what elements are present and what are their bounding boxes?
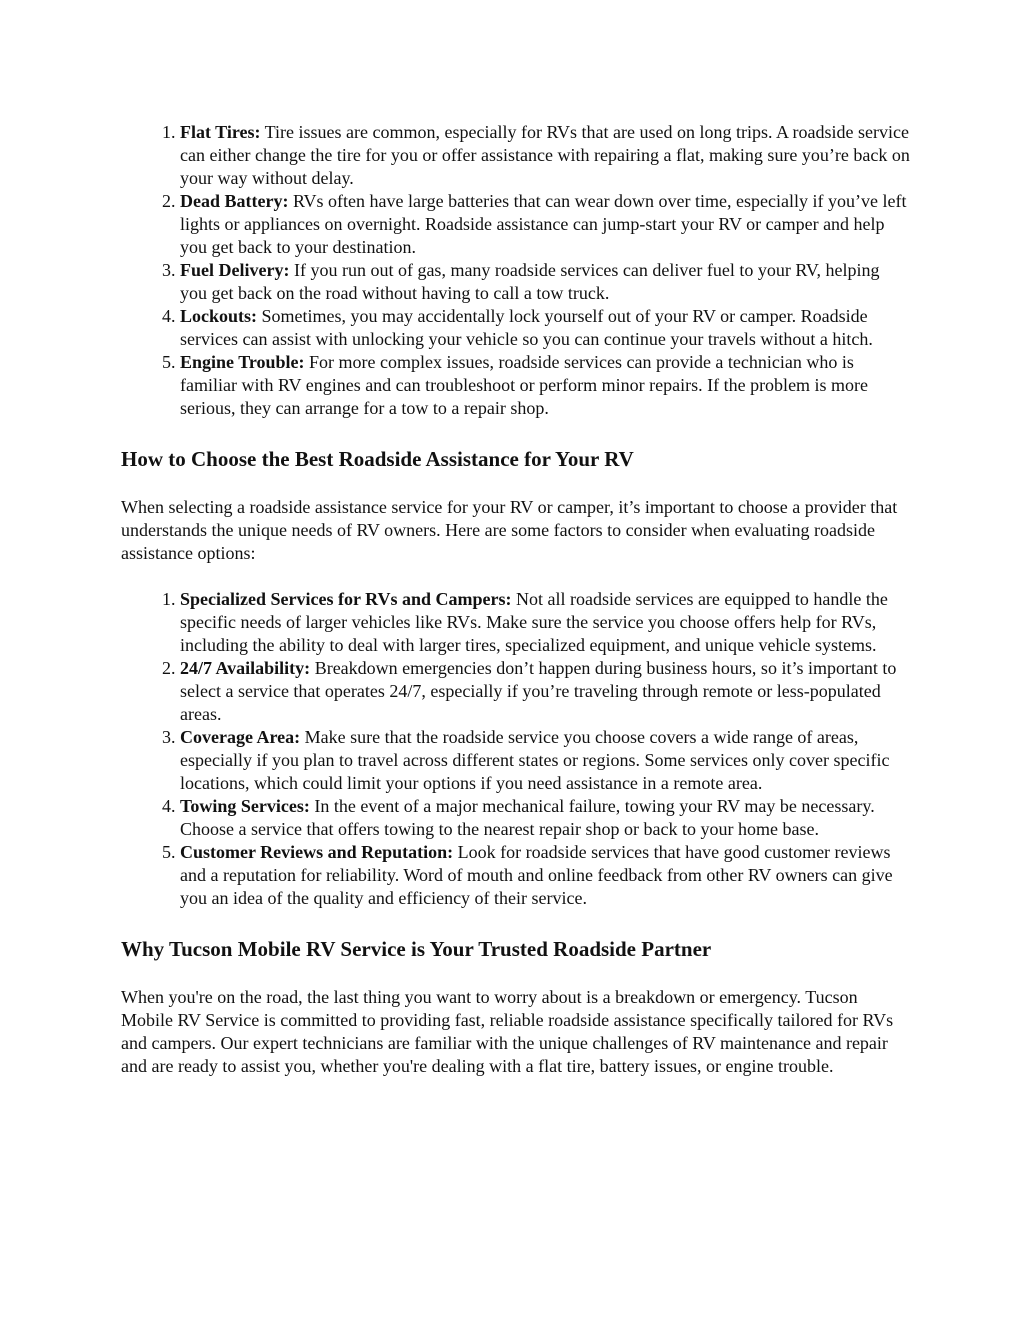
list-item-title: Lockouts: [180, 306, 258, 326]
section-intro-paragraph: When selecting a roadside assistance service for your RV or camper, it’s important to choose a provider that understands the unique needs of RV owners. Here are some factors to consider when evaluating roadside assistance options: [121, 497, 898, 563]
list-item-title: Towing Services: [180, 796, 310, 816]
list-item-text: Make sure that the roadside service you choose covers a wide range of areas, especially if you plan to travel across different states or regions. Some services only cover specific locations, which could limit your options if you need assistance in a remote area. [180, 727, 890, 793]
list-item-title: Flat Tires: [180, 122, 261, 142]
roadside-services-list [121, 121, 911, 420]
list-item [180, 259, 911, 305]
list-item-text: Tire issues are common, especially for RVs that are used on long trips. A roadside service can either change the tire for you or offer assistance with repairing a flat, making sure you’re back on your way without delay. [180, 122, 910, 188]
document-page [121, 121, 911, 1078]
list-item-title: Customer Reviews and Reputation: [180, 842, 454, 862]
list-item-text: Sometimes, you may accidentally lock yourself out of your RV or camper. Roadside services can assist with unlocking your vehicle so you can continue your travels without a hitch. [180, 306, 873, 349]
list-item-text: For more complex issues, roadside services can provide a technician who is familiar with RV engines and can troubleshoot or perform minor repairs. If the problem is more serious, they can arrange for a tow to a repair shop. [180, 352, 869, 418]
list-item [180, 190, 911, 259]
list-item-text: Breakdown emergencies don’t happen during business hours, so it’s important to select a service that operates 24/7, especially if you’re traveling through remote or less-populated areas. [180, 658, 897, 724]
list-item-title: 24/7 Availability: [180, 658, 311, 678]
list-item-text: In the event of a major mechanical failure, towing your RV may be necessary. Choose a service that offers towing to the nearest repair shop or back to your home base. [180, 796, 875, 839]
list-item-text: If you run out of gas, many roadside services can deliver fuel to your RV, helping you get back on the road without having to call a tow truck. [180, 260, 880, 303]
list-item [180, 795, 911, 841]
list-item-title: Specialized Services for RVs and Campers: [180, 589, 512, 609]
list-item-title: Dead Battery: [180, 191, 289, 211]
list-item [180, 588, 911, 657]
list-item [180, 726, 911, 795]
list-item [180, 841, 911, 910]
list-item-text: Look for roadside services that have good customer reviews and a reputation for reliability. Word of mouth and online feedback from other RV owners can give you an idea of the quality and efficiency of their service. [180, 842, 893, 908]
section-heading-choose: How to Choose the Best Roadside Assistance for Your RV [121, 447, 634, 471]
list-item [180, 351, 911, 420]
list-item [180, 121, 911, 190]
section-body-paragraph: When you're on the road, the last thing you want to worry about is a breakdown or emergency. Tucson Mobile RV Service is committed to providing fast, reliable roadside assistance specifically tailored for RVs and campers. Our expert technicians are familiar with the unique challenges of RV maintenance and repair and are ready to assist you, whether you're dealing with a flat tire, battery issues, or engine trouble. [121, 987, 894, 1076]
list-item [180, 657, 911, 726]
list-item-text: RVs often have large batteries that can wear down over time, especially if you’ve left lights or appliances on overnight. Roadside assistance can jump-start your RV or camper and help you get back to your destination. [180, 191, 907, 257]
selection-factors-list [121, 588, 911, 910]
list-item-title: Coverage Area: [180, 727, 301, 747]
list-item [180, 305, 911, 351]
list-item-title: Fuel Delivery: [180, 260, 290, 280]
list-item-title: Engine Trouble: [180, 352, 305, 372]
list-item-text: Not all roadside services are equipped to handle the specific needs of larger vehicles like RVs. Make sure the service you choose offers help for RVs, including the ability to deal with larger tires, specialized equipment, and unique vehicle systems. [180, 589, 888, 655]
section-heading-why: Why Tucson Mobile RV Service is Your Trusted Roadside Partner [121, 937, 712, 961]
